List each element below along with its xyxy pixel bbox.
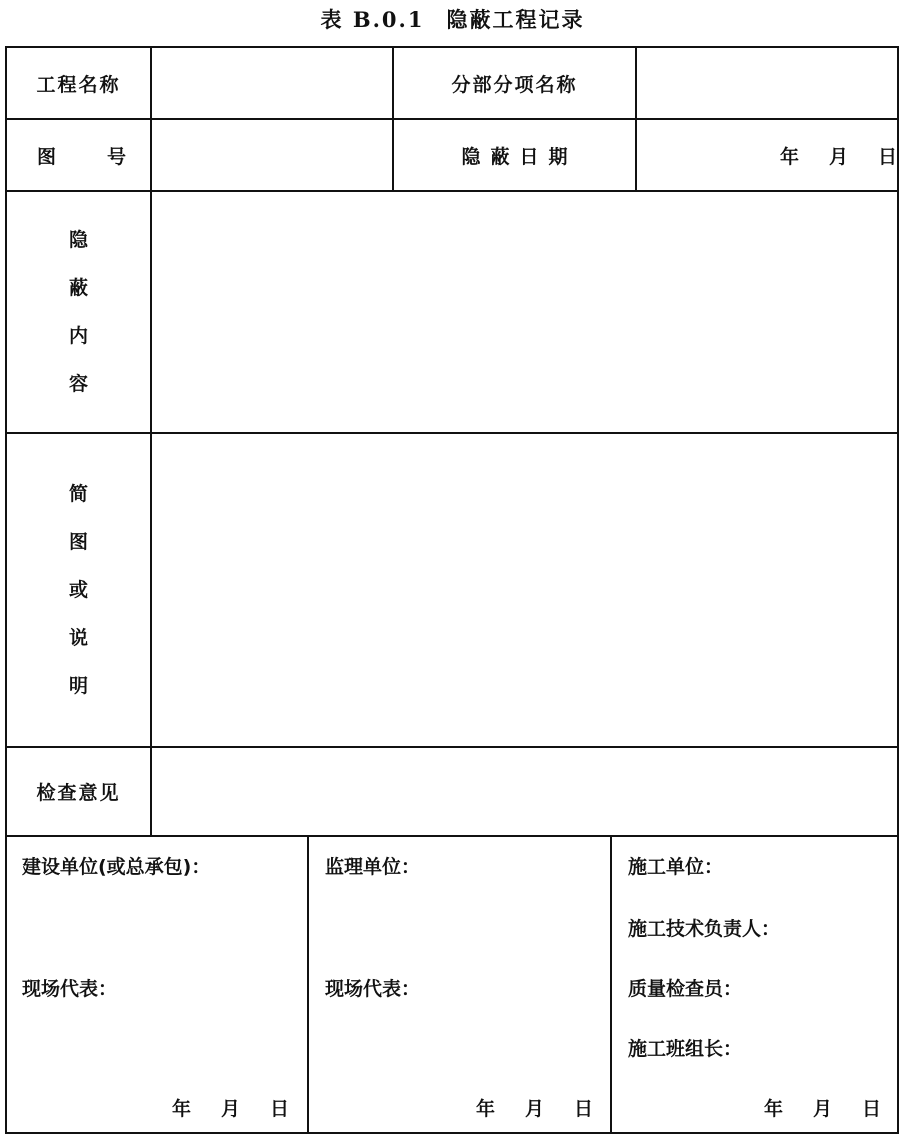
sketch-char: 或 <box>68 579 88 601</box>
date-day: 日 <box>270 1098 290 1120</box>
sketch-field[interactable] <box>152 434 897 746</box>
drawing-no-label-a: 图 <box>37 145 57 168</box>
conceal-date-label: 隐蔽日期 <box>461 145 578 168</box>
subitem-name-field[interactable] <box>637 48 897 118</box>
form-title <box>0 4 905 34</box>
table-name: 隐蔽工程记录 <box>446 8 585 32</box>
date-day: 日 <box>862 1098 882 1120</box>
drawing-no-label <box>7 120 150 190</box>
hidden-content-label <box>7 216 150 408</box>
sketch-char: 明 <box>68 675 88 697</box>
contractor-date-field[interactable] <box>764 1094 881 1121</box>
project-name-label: 工程名称 <box>36 73 121 96</box>
date-year: 年 <box>172 1098 192 1120</box>
rule-sig-divider-1 <box>307 835 309 1134</box>
date-year: 年 <box>780 146 800 168</box>
owner-date-field[interactable] <box>172 1094 289 1121</box>
inspection-field[interactable] <box>152 748 897 835</box>
tech-lead-label: 施工技术负责人： <box>628 918 781 940</box>
date-day: 日 <box>878 146 898 168</box>
rule-inspection-bottom <box>5 835 899 837</box>
subitem-name-label: 分部分项名称 <box>451 73 578 96</box>
date-year: 年 <box>476 1098 496 1120</box>
supervisor-unit-label: 监理单位： <box>325 856 421 878</box>
hidden-content-char: 容 <box>68 373 88 395</box>
supervisor-rep-label: 现场代表： <box>325 978 421 1000</box>
date-month: 月 <box>829 146 849 168</box>
project-name-field[interactable] <box>152 48 392 118</box>
inspection-label: 检查意见 <box>36 782 121 804</box>
hidden-content-char: 隐 <box>68 229 88 251</box>
sketch-label <box>7 470 150 710</box>
drawing-no-field[interactable] <box>152 120 392 190</box>
contractor-unit-label: 施工单位： <box>628 856 724 878</box>
sketch-char: 简 <box>68 483 88 505</box>
table-code: 表 B.0.1 <box>320 7 425 32</box>
team-leader-label: 施工班组长： <box>628 1038 743 1060</box>
date-year: 年 <box>764 1098 784 1120</box>
owner-rep-label: 现场代表： <box>22 978 118 1000</box>
date-day: 日 <box>574 1098 594 1120</box>
hidden-content-char: 内 <box>68 325 88 347</box>
drawing-no-label-b: 号 <box>106 145 126 168</box>
date-month: 月 <box>221 1098 241 1120</box>
supervisor-date-field[interactable] <box>476 1094 593 1121</box>
conceal-date-field[interactable] <box>780 142 897 169</box>
hidden-content-field[interactable] <box>152 192 897 432</box>
hidden-content-char: 蔽 <box>68 277 88 299</box>
date-month: 月 <box>813 1098 833 1120</box>
rule-sig-divider-2 <box>610 835 612 1134</box>
sketch-char: 说 <box>68 627 88 649</box>
sketch-char: 图 <box>68 531 88 553</box>
owner-unit-label: 建设单位(或总承包)： <box>22 856 211 878</box>
quality-inspector-label: 质量检查员： <box>628 978 743 1000</box>
date-month: 月 <box>525 1098 545 1120</box>
